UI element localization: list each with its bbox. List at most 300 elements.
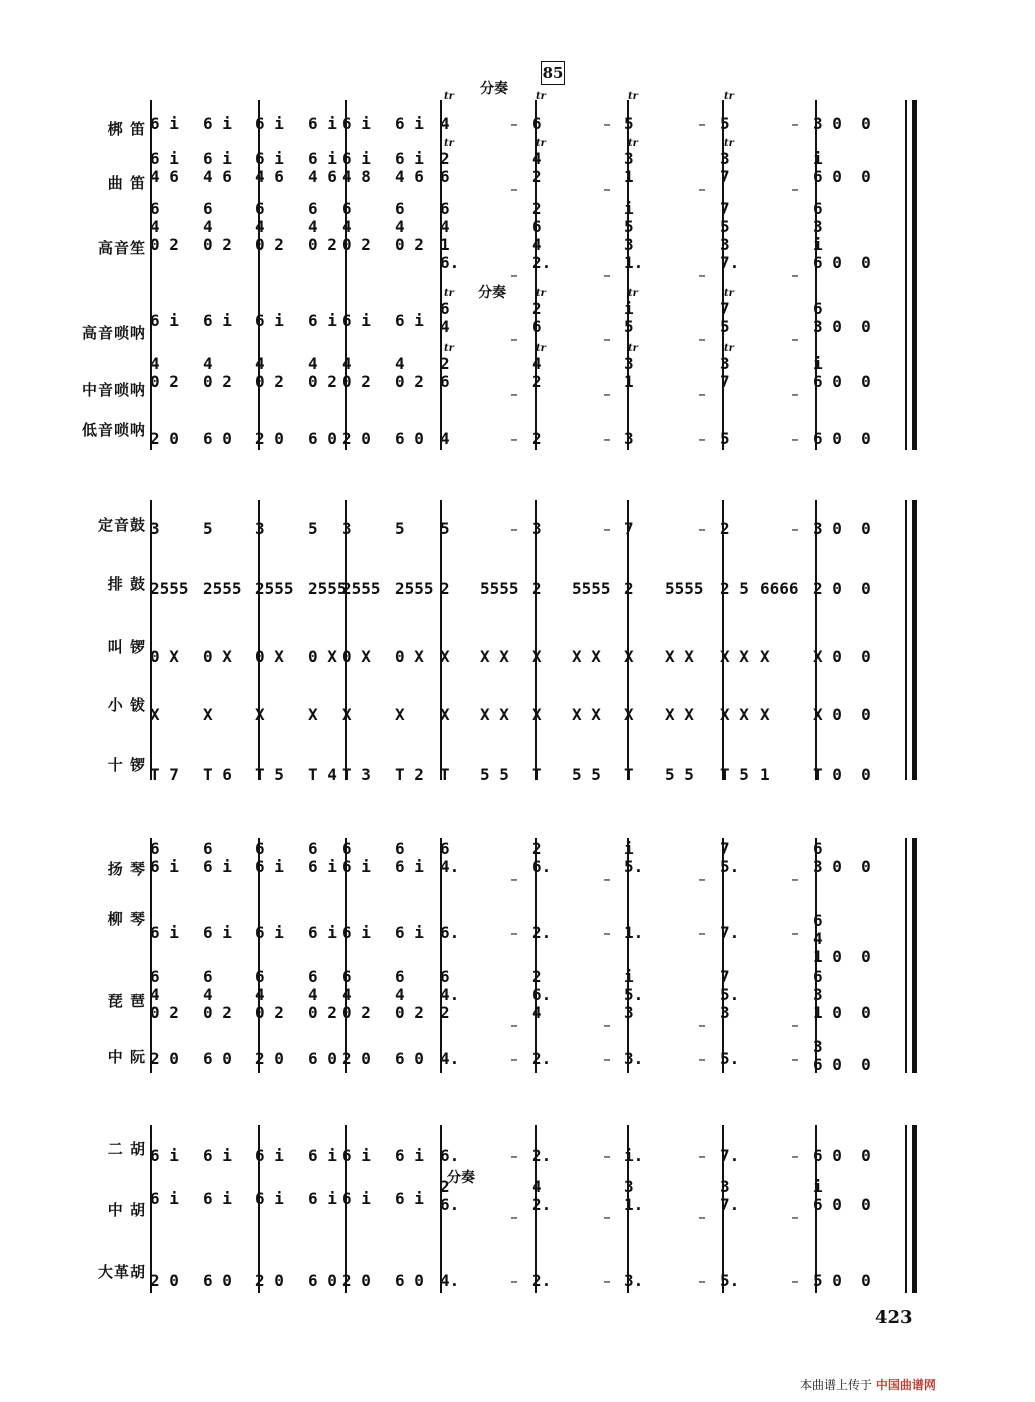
note-gaoyin_suona-9: i 5 [624, 299, 634, 336]
note-jiaoluo-9: X [532, 647, 542, 666]
note-shiluo-11: T [624, 765, 634, 784]
note-jiaoluo-11: X [624, 647, 634, 666]
dash-liuqin-3: – [698, 924, 706, 942]
note-qudi-6: 6 i 4 6 [395, 149, 424, 186]
note-shiluo-5: T 3 [342, 765, 371, 784]
note-diyin_suona-9: 3 [624, 429, 634, 448]
note-sheng-1: 6 4 0 2 [150, 199, 179, 254]
note-zhongyin_suona-11: i 6 0 0 [813, 354, 871, 391]
note-shiluo-6: T 2 [395, 765, 424, 784]
dash-diyin_suona-2: – [603, 430, 611, 448]
note-erhu-1: 6 i [150, 1146, 179, 1165]
instrument-label-diyin-suona: 低音唢呐 [81, 421, 146, 439]
dash-dagehu-4: – [791, 1272, 799, 1290]
note-bangdi-9: 5 [624, 114, 634, 133]
note-paigu-9: 2 [532, 579, 542, 598]
note-bangdi-4: 6 i [308, 114, 337, 133]
note-diyin_suona-4: 6 0 [308, 429, 337, 448]
note-zhongyin_suona-4: 4 0 2 [308, 354, 337, 391]
note-dingyingu-2: 5 [203, 519, 213, 538]
note-shiluo-1: T 7 [150, 765, 179, 784]
note-zhongruan-10: 5. [720, 1049, 740, 1068]
note-jiaoluo-4: 0 X [308, 647, 337, 666]
note-bangdi-5: 6 i [342, 114, 371, 133]
note-paigu-7: 2 [440, 579, 450, 598]
note-pipa-11: 6 3 1 0 0 [813, 967, 871, 1022]
note-qudi-3: 6 i 4 6 [255, 149, 284, 186]
trill-qudi-4: tr [724, 138, 734, 149]
note-paigu-6: 2555 [395, 579, 434, 598]
note-liuqin-2: 6 i [203, 923, 232, 942]
note-jiaoluo-3: 0 X [255, 647, 284, 666]
note-zhonghu-9: 3 1. [624, 1177, 644, 1214]
note-paigu-14: 6666 [760, 579, 799, 598]
trill-zhongyin_suona-3: tr [628, 343, 638, 354]
note-qudi-7: 2 6 [440, 149, 450, 186]
note-diyin_suona-8: 2 [532, 429, 542, 448]
note-xiaobo-7: X [440, 705, 450, 724]
dash-qudi-2: – [603, 180, 611, 198]
dash-diyin_suona-4: – [791, 430, 799, 448]
trill-qudi-3: tr [628, 138, 638, 149]
final-thick-barline-1 [912, 100, 917, 450]
note-zhongyin_suona-3: 4 0 2 [255, 354, 284, 391]
note-zhongruan-11: 3 6 0 0 [813, 1037, 871, 1074]
note-xiaobo-5: X [342, 705, 352, 724]
trill-gaoyin_suona-1: tr [444, 288, 454, 299]
dash-gaoyin_suona-3: – [698, 330, 706, 348]
note-jiaoluo-14: X [760, 647, 770, 666]
trill-bangdi-1: tr [444, 91, 454, 102]
note-erhu-3: 6 i [255, 1146, 284, 1165]
note-dingyingu-9: 7 [624, 519, 634, 538]
dash-dingyingu-3: – [698, 520, 706, 538]
note-dingyingu-8: 3 [532, 519, 542, 538]
note-bangdi-3: 6 i [255, 114, 284, 133]
note-shiluo-2: T 6 [203, 765, 232, 784]
note-pipa-6: 6 4 0 2 [395, 967, 424, 1022]
note-diyin_suona-11: 6 0 0 [813, 429, 871, 448]
note-dagehu-11: 5 0 0 [813, 1271, 871, 1290]
note-liuqin-5: 6 i [342, 923, 371, 942]
note-zhongruan-9: 3. [624, 1049, 644, 1068]
note-dagehu-5: 2 0 [342, 1271, 371, 1290]
dash-zhongruan-3: – [698, 1050, 706, 1068]
note-jiaoluo-8: X X [480, 647, 509, 666]
note-xiaobo-1: X [150, 705, 160, 724]
dash-pipa-4: – [791, 1016, 799, 1034]
note-zhongruan-5: 2 0 [342, 1049, 371, 1068]
note-diyin_suona-2: 6 0 [203, 429, 232, 448]
fenzou-marking-winds: 分奏 [480, 81, 508, 97]
note-dagehu-8: 2. [532, 1271, 552, 1290]
note-sheng-8: 2 6 4 2. [532, 199, 552, 272]
note-yangqin-4: 6 6 i [308, 839, 337, 876]
note-gaoyin_suona-7: 6 4 [440, 299, 450, 336]
note-qudi-2: 6 i 4 6 [203, 149, 232, 186]
note-gaoyin_suona-4: 6 i [308, 311, 337, 330]
note-yangqin-1: 6 6 i [150, 839, 179, 876]
barline-2-5 [627, 500, 629, 780]
dash-liuqin-4: – [791, 924, 799, 942]
note-qudi-11: i 6 0 0 [813, 149, 871, 186]
percussion-bracket [150, 500, 157, 780]
note-zhonghu-8: 4 2. [532, 1177, 552, 1214]
note-zhongruan-1: 2 0 [150, 1049, 179, 1068]
dash-sheng-2: – [603, 266, 611, 284]
note-dingyingu-3: 3 [255, 519, 265, 538]
dash-sheng-3: – [698, 266, 706, 284]
dash-bangdi-1: – [510, 115, 518, 133]
note-shiluo-7: T [440, 765, 450, 784]
note-pipa-2: 6 4 0 2 [203, 967, 232, 1022]
dash-zhongyin_suona-1: – [510, 385, 518, 403]
note-paigu-3: 2555 [255, 579, 294, 598]
instrument-label-liuqin: 柳 琴 [107, 910, 146, 928]
note-paigu-2: 2555 [203, 579, 242, 598]
note-dagehu-4: 6 0 [308, 1271, 337, 1290]
barline-2-2 [345, 500, 347, 780]
note-sheng-6: 6 4 0 2 [395, 199, 424, 254]
note-erhu-4: 6 i [308, 1146, 337, 1165]
note-shiluo-9: T [532, 765, 542, 784]
dash-pipa-2: – [603, 1016, 611, 1034]
note-yangqin-8: 2 6. [532, 839, 552, 876]
note-shiluo-4: T 4 [308, 765, 337, 784]
note-xiaobo-11: X [624, 705, 634, 724]
instrument-label-zhonghu: 中 胡 [107, 1201, 146, 1219]
note-gaoyin_suona-8: 2 6 [532, 299, 542, 336]
note-diyin_suona-5: 2 0 [342, 429, 371, 448]
note-zhongyin_suona-8: 4 2 [532, 354, 542, 391]
note-dagehu-10: 5. [720, 1271, 740, 1290]
note-zhonghu-2: 6 i [203, 1189, 232, 1208]
note-zhonghu-4: 6 i [308, 1189, 337, 1208]
note-zhongruan-4: 6 0 [308, 1049, 337, 1068]
note-liuqin-6: 6 i [395, 923, 424, 942]
instrument-label-qudi: 曲 笛 [107, 174, 146, 192]
note-bangdi-6: 6 i [395, 114, 424, 133]
note-erhu-7: 6. [440, 1146, 460, 1165]
note-zhongruan-7: 4. [440, 1049, 460, 1068]
note-diyin_suona-1: 2 0 [150, 429, 179, 448]
note-xiaobo-4: X [308, 705, 318, 724]
dash-bangdi-4: – [791, 115, 799, 133]
note-zhongruan-8: 2. [532, 1049, 552, 1068]
final-thin-barline-1 [905, 100, 907, 450]
note-gaoyin_suona-10: 7 5 [720, 299, 730, 336]
fenzou-marking-zhonghu: 分奏 [447, 1170, 475, 1186]
instrument-label-gaoyin-sheng: 高音笙 [97, 239, 146, 257]
note-xiaobo-8: X X [480, 705, 509, 724]
trill-gaoyin_suona-4: tr [724, 288, 734, 299]
final-thick-barline-3 [912, 838, 917, 1073]
note-diyin_suona-3: 2 0 [255, 429, 284, 448]
note-sheng-7: 6 4 1 6. [440, 199, 460, 272]
note-shiluo-3: T 5 [255, 765, 284, 784]
dash-pipa-3: – [698, 1016, 706, 1034]
dash-bangdi-3: – [698, 115, 706, 133]
note-dingyingu-5: 3 [342, 519, 352, 538]
note-dagehu-9: 3. [624, 1271, 644, 1290]
dash-diyin_suona-3: – [698, 430, 706, 448]
fenzou-marking-suona: 分奏 [478, 285, 506, 301]
note-gaoyin_suona-2: 6 i [203, 311, 232, 330]
note-liuqin-9: 1. [624, 923, 644, 942]
note-paigu-1: 2555 [150, 579, 189, 598]
note-yangqin-7: 6 4. [440, 839, 460, 876]
barline-2-7 [815, 500, 817, 780]
instrument-label-dingyingu: 定音鼓 [97, 516, 146, 534]
instrument-label-dagehu: 大革胡 [97, 1263, 146, 1281]
note-sheng-2: 6 4 0 2 [203, 199, 232, 254]
barline-2-6 [722, 500, 724, 780]
note-zhonghu-10: 3 7. [720, 1177, 740, 1214]
note-zhongyin_suona-9: 3 1 [624, 354, 634, 391]
note-pipa-3: 6 4 0 2 [255, 967, 284, 1022]
note-qudi-9: 3 1 [624, 149, 634, 186]
trill-bangdi-4: tr [724, 91, 734, 102]
note-zhongruan-2: 6 0 [203, 1049, 232, 1068]
note-yangqin-9: i 5. [624, 839, 644, 876]
note-paigu-12: 5555 [665, 579, 704, 598]
footer-logo: 中国曲谱网 [875, 1378, 936, 1392]
note-jiaoluo-7: X [440, 647, 450, 666]
note-xiaobo-2: X [203, 705, 213, 724]
note-shiluo-10: 5 5 [572, 765, 601, 784]
note-bangdi-8: 6 [532, 114, 542, 133]
dash-erhu-3: – [698, 1147, 706, 1165]
footer-text: 本曲谱上传于 [800, 1378, 873, 1392]
note-xiaobo-12: X X [665, 705, 694, 724]
note-jiaoluo-12: X X [665, 647, 694, 666]
note-qudi-8: 4 2 [532, 149, 542, 186]
note-jiaoluo-15: X 0 0 [813, 647, 871, 666]
note-sheng-5: 6 4 0 2 [342, 199, 371, 254]
note-liuqin-10: 7. [720, 923, 740, 942]
dash-zhongruan-2: – [603, 1050, 611, 1068]
instrument-label-jiaoluo: 叫 锣 [107, 638, 146, 656]
dash-yangqin-1: – [510, 870, 518, 888]
instrument-label-xiaobo: 小 钹 [107, 696, 146, 714]
note-paigu-13: 2 5 [720, 579, 749, 598]
note-qudi-10: 3 7 [720, 149, 730, 186]
final-thick-barline-2 [912, 500, 917, 780]
dash-gaoyin_suona-1: – [510, 330, 518, 348]
note-liuqin-11: 6 4 1 0 0 [813, 911, 871, 966]
trill-zhongyin_suona-1: tr [444, 343, 454, 354]
dash-pipa-1: – [510, 1016, 518, 1034]
note-pipa-1: 6 4 0 2 [150, 967, 179, 1022]
note-zhonghu-6: 6 i [395, 1189, 424, 1208]
dash-zhongyin_suona-3: – [698, 385, 706, 403]
dash-zhonghu-1: – [510, 1208, 518, 1226]
dash-qudi-1: – [510, 180, 518, 198]
note-zhonghu-5: 6 i [342, 1189, 371, 1208]
note-paigu-8: 5555 [480, 579, 519, 598]
note-diyin_suona-10: 5 [720, 429, 730, 448]
note-gaoyin_suona-5: 6 i [342, 311, 371, 330]
note-yangqin-3: 6 6 i [255, 839, 284, 876]
final-thick-barline-4 [912, 1125, 917, 1293]
note-xiaobo-3: X [255, 705, 265, 724]
trill-zhongyin_suona-2: tr [536, 343, 546, 354]
instrument-label-gaoyin-suona: 高音唢呐 [81, 324, 146, 342]
note-jiaoluo-2: 0 X [203, 647, 232, 666]
note-shiluo-15: T 0 0 [813, 765, 871, 784]
note-qudi-4: 6 i 4 6 [308, 149, 337, 186]
note-dagehu-6: 6 0 [395, 1271, 424, 1290]
dash-zhonghu-3: – [698, 1208, 706, 1226]
note-zhongyin_suona-6: 4 0 2 [395, 354, 424, 391]
dash-sheng-1: – [510, 266, 518, 284]
note-yangqin-11: 6 3 0 0 [813, 839, 871, 876]
note-sheng-9: i 5 3 1. [624, 199, 644, 272]
dash-qudi-4: – [791, 180, 799, 198]
note-shiluo-12: 5 5 [665, 765, 694, 784]
note-zhongruan-3: 2 0 [255, 1049, 284, 1068]
note-zhongyin_suona-10: 3 7 [720, 354, 730, 391]
note-qudi-1: 6 i 4 6 [150, 149, 179, 186]
note-xiaobo-15: X 0 0 [813, 705, 871, 724]
note-dagehu-2: 6 0 [203, 1271, 232, 1290]
note-pipa-10: 7 5. 3 [720, 967, 740, 1022]
note-gaoyin_suona-3: 6 i [255, 311, 284, 330]
note-sheng-11: 6 3 i 6 0 0 [813, 199, 871, 272]
note-shiluo-14: 1 [760, 765, 770, 784]
note-xiaobo-9: X [532, 705, 542, 724]
dash-liuqin-1: – [510, 924, 518, 942]
dash-zhongruan-1: – [510, 1050, 518, 1068]
note-paigu-4: 2555 [308, 579, 347, 598]
note-erhu-9: i. [624, 1146, 644, 1165]
note-sheng-4: 6 4 0 2 [308, 199, 337, 254]
dash-erhu-1: – [510, 1147, 518, 1165]
dash-liuqin-2: – [603, 924, 611, 942]
note-bangdi-2: 6 i [203, 114, 232, 133]
dash-dagehu-1: – [510, 1272, 518, 1290]
note-pipa-7: 6 4. 2 [440, 967, 460, 1022]
note-sheng-10: 7 5 3 7. [720, 199, 740, 272]
barline-2-4 [535, 500, 537, 780]
note-erhu-6: 6 i [395, 1146, 424, 1165]
dash-yangqin-2: – [603, 870, 611, 888]
note-gaoyin_suona-11: 6 3 0 0 [813, 299, 871, 336]
note-diyin_suona-6: 6 0 [395, 429, 424, 448]
dash-bangdi-2: – [603, 115, 611, 133]
final-thin-barline-4 [905, 1125, 907, 1293]
instrument-label-pipa: 琵 琶 [107, 992, 146, 1010]
note-diyin_suona-7: 4 [440, 429, 450, 448]
barline-2-3 [440, 500, 442, 780]
dash-zhonghu-4: – [791, 1208, 799, 1226]
instrument-label-shiluo: 十 锣 [107, 756, 146, 774]
trill-bangdi-3: tr [628, 91, 638, 102]
dash-yangqin-4: – [791, 870, 799, 888]
note-paigu-5: 2555 [342, 579, 381, 598]
note-dagehu-1: 2 0 [150, 1271, 179, 1290]
dash-gaoyin_suona-2: – [603, 330, 611, 348]
trill-gaoyin_suona-3: tr [628, 288, 638, 299]
dash-dingyingu-2: – [603, 520, 611, 538]
note-sheng-3: 6 4 0 2 [255, 199, 284, 254]
barline-2-1 [258, 500, 260, 780]
footer [800, 1376, 936, 1393]
note-dingyingu-11: 3 0 0 [813, 519, 871, 538]
note-dingyingu-6: 5 [395, 519, 405, 538]
note-xiaobo-13: X X [720, 705, 749, 724]
note-xiaobo-6: X [395, 705, 405, 724]
note-dingyingu-4: 5 [308, 519, 318, 538]
trill-qudi-2: tr [536, 138, 546, 149]
note-pipa-9: i 5. 3 [624, 967, 644, 1022]
note-gaoyin_suona-1: 6 i [150, 311, 179, 330]
note-qudi-5: 6 i 4 8 [342, 149, 371, 186]
trill-gaoyin_suona-2: tr [536, 288, 546, 299]
note-xiaobo-14: X [760, 705, 770, 724]
dash-dagehu-3: – [698, 1272, 706, 1290]
note-dingyingu-7: 5 [440, 519, 450, 538]
note-pipa-8: 2 6. 4 [532, 967, 552, 1022]
final-thin-barline-2 [905, 500, 907, 780]
note-erhu-10: 7. [720, 1146, 740, 1165]
note-yangqin-6: 6 6 i [395, 839, 424, 876]
dash-zhonghu-2: – [603, 1208, 611, 1226]
note-jiaoluo-13: X X [720, 647, 749, 666]
note-dagehu-7: 4. [440, 1271, 460, 1290]
instrument-label-bangdi: 梆 笛 [107, 120, 146, 138]
dash-diyin_suona-1: – [510, 430, 518, 448]
note-liuqin-1: 6 i [150, 923, 179, 942]
note-bangdi-7: 4 [440, 114, 450, 133]
dash-dingyingu-1: – [510, 520, 518, 538]
note-jiaoluo-5: 0 X [342, 647, 371, 666]
note-paigu-15: 2 0 0 [813, 579, 871, 598]
instrument-label-erhu: 二 胡 [107, 1140, 146, 1158]
note-erhu-2: 6 i [203, 1146, 232, 1165]
note-zhongyin_suona-2: 4 0 2 [203, 354, 232, 391]
note-liuqin-8: 2. [532, 923, 552, 942]
trill-zhongyin_suona-4: tr [724, 343, 734, 354]
note-erhu-8: 2. [532, 1146, 552, 1165]
dash-dagehu-2: – [603, 1272, 611, 1290]
note-zhonghu-11: i 6 0 0 [813, 1177, 871, 1214]
trill-bangdi-2: tr [536, 91, 546, 102]
dash-zhongyin_suona-2: – [603, 385, 611, 403]
note-erhu-11: 6 0 0 [813, 1146, 871, 1165]
note-jiaoluo-6: 0 X [395, 647, 424, 666]
dash-qudi-3: – [698, 180, 706, 198]
note-dingyingu-10: 2 [720, 519, 730, 538]
final-thin-barline-3 [905, 838, 907, 1073]
note-zhonghu-7: 2 6. [440, 1177, 460, 1214]
note-zhonghu-1: 6 i [150, 1189, 179, 1208]
note-zhongruan-6: 6 0 [395, 1049, 424, 1068]
dash-dingyingu-4: – [791, 520, 799, 538]
note-pipa-5: 6 4 0 2 [342, 967, 371, 1022]
note-zhongyin_suona-1: 4 0 2 [150, 354, 179, 391]
trill-qudi-1: tr [444, 138, 454, 149]
dash-zhongyin_suona-4: – [791, 385, 799, 403]
dash-erhu-2: – [603, 1147, 611, 1165]
dash-zhongruan-4: – [791, 1050, 799, 1068]
note-erhu-5: 6 i [342, 1146, 371, 1165]
instrument-label-paigu: 排 鼓 [107, 575, 146, 593]
note-paigu-11: 2 [624, 579, 634, 598]
page-number: 423 [875, 1307, 913, 1328]
note-shiluo-8: 5 5 [480, 765, 509, 784]
note-jiaoluo-1: 0 X [150, 647, 179, 666]
